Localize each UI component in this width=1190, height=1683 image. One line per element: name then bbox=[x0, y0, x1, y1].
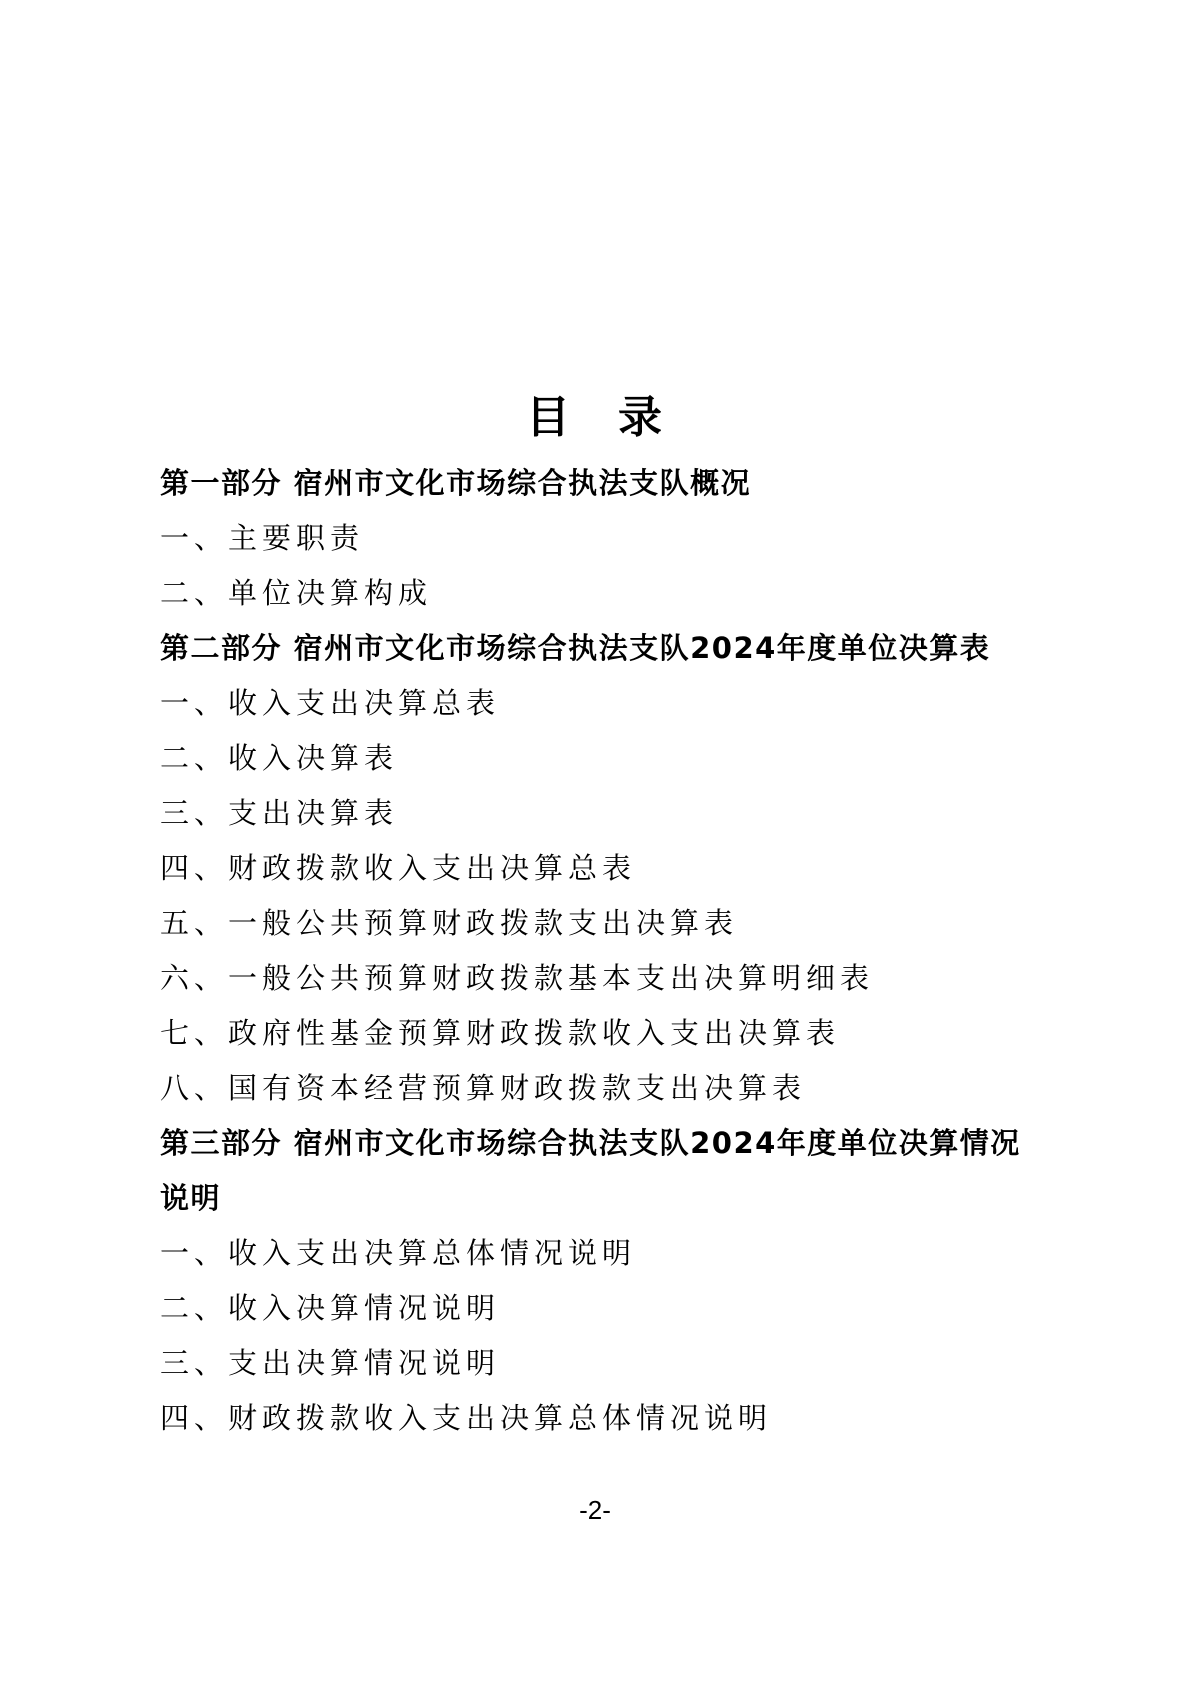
toc-part-3-continued: 说明 bbox=[160, 1181, 222, 1215]
toc-item: 八、国有资本经营预算财政拨款支出决算表 bbox=[160, 1071, 807, 1105]
toc-item: 二、收入决算表 bbox=[160, 741, 399, 775]
toc-item: 二、单位决算构成 bbox=[160, 576, 433, 610]
page-number: -2- bbox=[579, 1495, 611, 1525]
toc-item: 五、一般公共预算财政拨款支出决算表 bbox=[160, 906, 739, 940]
toc-part-1: 第一部分 宿州市文化市场综合执法支队概况 bbox=[160, 466, 752, 500]
toc-item: 二、收入决算情况说明 bbox=[160, 1291, 501, 1325]
toc-item: 三、支出决算情况说明 bbox=[160, 1346, 501, 1380]
table-of-contents bbox=[160, 456, 1060, 1446]
toc-part-3: 第三部分 宿州市文化市场综合执法支队2024年度单位决算情况 bbox=[160, 1126, 1021, 1160]
toc-item: 一、收入支出决算总体情况说明 bbox=[160, 1236, 637, 1270]
toc-item: 六、一般公共预算财政拨款基本支出决算明细表 bbox=[160, 961, 875, 995]
toc-item: 四、财政拨款收入支出决算总表 bbox=[160, 851, 637, 885]
toc-item: 一、收入支出决算总表 bbox=[160, 686, 501, 720]
page-title: 目 录 bbox=[526, 392, 664, 443]
toc-item: 七、政府性基金预算财政拨款收入支出决算表 bbox=[160, 1016, 841, 1050]
toc-item: 四、财政拨款收入支出决算总体情况说明 bbox=[160, 1401, 773, 1435]
toc-item: 三、支出决算表 bbox=[160, 796, 399, 830]
toc-item: 一、主要职责 bbox=[160, 521, 365, 555]
toc-part-2: 第二部分 宿州市文化市场综合执法支队2024年度单位决算表 bbox=[160, 631, 991, 665]
